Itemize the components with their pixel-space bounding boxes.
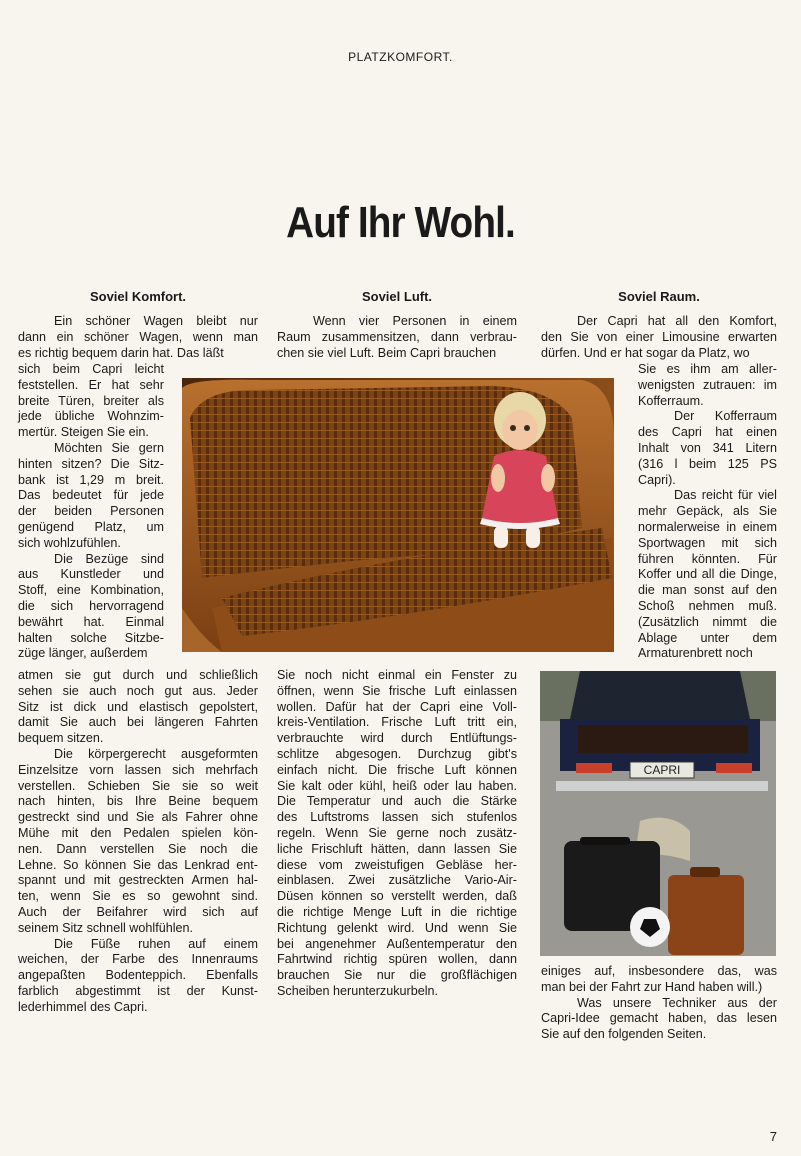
col1-text-bottom [18, 668, 258, 1016]
text-line: den Sie von einer Limousine erwarten [541, 329, 777, 344]
text-line: Die Füße ruhen auf einem [54, 936, 258, 951]
text-line: Ein schöner Wagen bleibt nur [54, 314, 258, 328]
text-line: der beiden Personen [18, 504, 164, 519]
text-line: Die körpergerecht ausgeformten [54, 746, 258, 761]
text-line: Fahrtwind richtig spüren wollen, dann [277, 952, 517, 967]
col1-text-top [18, 314, 258, 361]
text-line: wenigsten zutrauen: im [638, 377, 777, 392]
text-line: hinten sitzen? Die Sitz- [18, 456, 164, 471]
text-line: öffnen, wenn Sie frische Luft einlassen [277, 683, 517, 698]
trunk-photo-illustration [540, 671, 776, 956]
text-line: Sie noch nicht einmal ein Fenster zu [277, 668, 517, 682]
text-line: bewährt hat. Einmal [18, 614, 164, 629]
text-line: genügend Platz, um [18, 519, 164, 534]
license-plate-text: CAPRI [643, 763, 681, 777]
text-line: chen sie viel Luft. Beim Capri brauchen [277, 345, 497, 360]
text-line: jede übliche Wohnzim- [18, 409, 164, 424]
text-line: Sitz ist dick und elastisch gepolstert, [18, 699, 258, 714]
text-line: angepaßten Bodenteppich. Ebenfalls [18, 968, 258, 983]
text-line: Lehne. So können Sie das Lenkrad ent- [18, 857, 258, 872]
text-line: Ablage unter dem [638, 630, 777, 645]
text-line: Richtung gelenkt wird. Und wenn Sie [277, 920, 517, 935]
col3-heading: Soviel Raum. [618, 289, 700, 304]
text-line: feststellen. Er hat sehr [18, 377, 164, 392]
text-line: halten solche Sitzbe- [18, 630, 164, 645]
text-line: mehr Gepäck, als Sie [638, 504, 777, 519]
col1-text-narrow [18, 362, 164, 662]
text-line: Einzelsitze vorn lassen sich mehrfach [18, 762, 258, 777]
text-line: (Zusätzlich nimmt die [638, 614, 777, 629]
text-line: Die Bezüge sind [54, 551, 164, 566]
text-line: Raum zusammensitzen, dann verbrau- [277, 329, 517, 344]
text-line: die man sonst auf den [638, 583, 777, 598]
headline: Auf Ihr Wohl. [286, 198, 515, 247]
text-line: bei angenehmer Außentemperatur den [277, 936, 517, 951]
text-line: spannt und mit gestreckten Armen hal- [18, 873, 258, 888]
col2-heading: Soviel Luft. [361, 289, 433, 304]
text-line: nach hinten, bis Ihre Beine bequem [18, 794, 258, 809]
text-line: dann ein schöner Wagen, wenn man [18, 329, 258, 344]
text-line: verbrauchte wird durch Entlüftungs- [277, 731, 517, 746]
text-line: sehen sie auch noch gut aus. Jeder [18, 683, 258, 698]
text-line: Der Kofferraum [674, 409, 777, 424]
text-line: breite Türen, breiter als [18, 393, 164, 408]
text-line: führen könnten. Für [638, 551, 777, 566]
text-line: Sie kalt oder kühl, heiß oder lau haben. [277, 778, 517, 793]
text-line: liche Frischluft hätten, dann lassen Sie [277, 841, 517, 856]
text-line: bequem sitzen. [18, 731, 104, 746]
col2-text-top [277, 314, 517, 361]
text-line: damit Sie auch bei längeren Fahrten [18, 715, 258, 730]
col1-heading: Soviel Komfort. [89, 289, 187, 304]
text-line: aus Kunstleder und [18, 567, 164, 582]
text-line: sich beim Capri leicht [18, 362, 164, 376]
col3-text-bottom [541, 964, 777, 1043]
text-line: seinem Sitz schnell wohlfühlen. [18, 920, 194, 935]
text-line: es richtig bequem darin hat. Das läßt [18, 345, 224, 360]
text-line: Wenn vier Personen in einem [313, 314, 517, 328]
text-line: bank ist 1,29 m breit. [18, 472, 164, 487]
text-line: Stoff, eine Kombination, [18, 583, 164, 598]
text-line: lederhimmel des Capri. [18, 999, 148, 1014]
text-line: Möchten Sie gern [54, 440, 164, 455]
text-line: gestreckt sind und Sie als Fahrer ohne [18, 810, 258, 825]
text-line: einblasen. Zwei zusätzliche Vario-Air- [277, 873, 517, 888]
text-line: Capri-Idee gemacht haben, das lesen [541, 1011, 777, 1026]
text-line: die sich hervorragend [18, 598, 164, 613]
text-line: Was unsere Techniker aus der [577, 995, 777, 1010]
text-line: atmen sie gut durch und schließlich [18, 668, 258, 682]
text-line: Koffer und all die Dinge, [638, 567, 777, 582]
text-line: einiges auf, insbesondere das, was [541, 964, 777, 978]
text-line: dürfen. Und er hat sogar da Platz, wo [541, 345, 750, 360]
text-line: verstellen. Schieben Sie sie so weit [18, 778, 258, 793]
text-line: Sie auf den folgenden Seiten. [541, 1027, 707, 1042]
text-line: Inhalt von 341 Litern [638, 440, 777, 455]
col2-text-bottom [277, 668, 517, 1000]
text-line: sich wohlzufühlen. [18, 535, 121, 550]
text-line: brauchen Sie nur die großflächigen [277, 968, 517, 983]
text-line: wollen. Dafür hat der Capri eine Voll- [277, 699, 517, 714]
text-line: weichen, der Farbe des Innenraums [18, 952, 258, 967]
text-line: normalerweise in einem [638, 519, 777, 534]
col3-text-narrow [638, 362, 777, 662]
text-line: Armaturenbrett noch [638, 646, 753, 661]
text-line: Kofferraum. [638, 393, 704, 408]
text-line: züge länger, außerdem [18, 646, 148, 661]
text-line: Auch der Beifahrer wird sich auf [18, 904, 258, 919]
text-line: Der Capri hat all den Komfort, [577, 314, 777, 328]
trunk-photo [540, 671, 776, 956]
section-label: PLATZKOMFORT. [348, 50, 453, 64]
text-line: man bei der Fahrt zur Hand haben will.) [541, 979, 763, 994]
text-line: mertür. Steigen Sie ein. [18, 425, 149, 440]
text-line: einfach nicht. Die frische Luft können [277, 762, 517, 777]
text-line: Düsen können so verstellt werden, daß [277, 889, 517, 904]
text-line: die richtige Menge Luft in die richtige [277, 904, 517, 919]
text-line: kreis-Ventilation. Frische Luft tritt ein, [277, 715, 517, 730]
text-line: Mühe mit den Pedalen spielen kön- [18, 825, 258, 840]
text-line: farblich abgestimmt ist der Kunst- [18, 983, 258, 998]
seat-photo-illustration [182, 378, 614, 652]
seat-photo [182, 378, 614, 652]
text-line: Das bedeutet für jede [18, 488, 164, 503]
text-line: Das reicht für viel [674, 488, 777, 503]
col3-text-top [541, 314, 777, 361]
text-line: diese vom zweistufigen Gebläse her- [277, 857, 517, 872]
text-line: Die Temperatur und auch die Stärke [277, 794, 517, 809]
text-line: Scheiben herunterzukurbeln. [277, 983, 439, 998]
text-line: (316 l beim 125 PS [638, 456, 777, 471]
text-line: Sie es ihm am aller- [638, 362, 777, 376]
page-number: 7 [769, 1129, 777, 1144]
text-line: schlitze abgesogen. Durchzug gibt's [277, 746, 517, 761]
text-line: nen. Dann verstellen Sie noch die [18, 841, 258, 856]
text-line: ten, wenn Sie es so gewohnt sind. [18, 889, 258, 904]
text-line: regeln. Wenn Sie gerne noch zusätz- [277, 825, 517, 840]
text-line: Capri). [638, 472, 676, 487]
text-line: des Capri hat einen [638, 425, 777, 440]
text-line: Schoß nehmen muß. [638, 598, 777, 613]
text-line: Sportwagen mit sich [638, 535, 777, 550]
text-line: des Luftstroms lassen sich stufenlos [277, 810, 517, 825]
